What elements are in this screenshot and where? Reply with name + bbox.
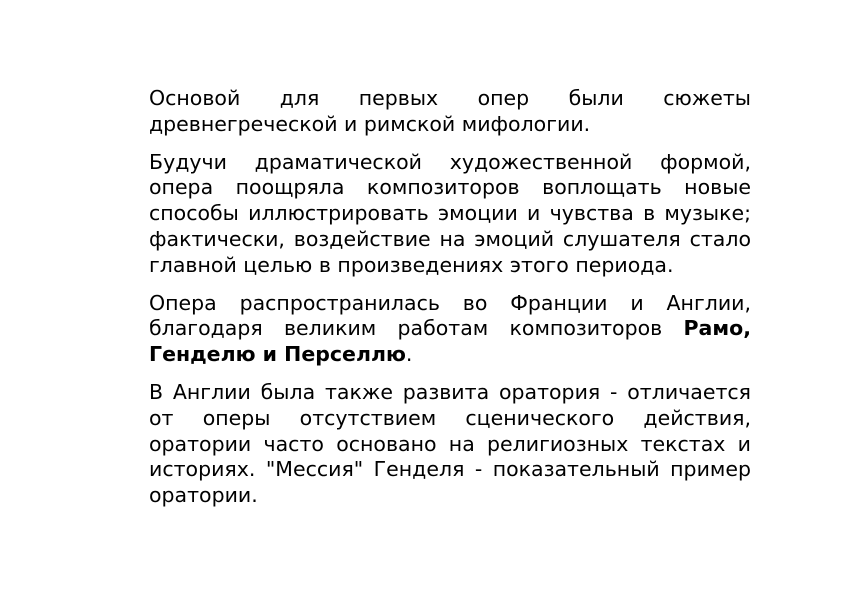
paragraph-opera-origins: Основой для первых опер были сюжеты древнегреческой и римской мифологии.	[149, 86, 751, 136]
paragraph-oratorio: В Англии была также развита оратория - отличается от оперы отсутствием сценического действия, оратории часто основано на религиозных текстах и историях. "Мессия" Генделя - показательный пример оратории.	[149, 379, 751, 508]
composers-names: Рамо, Генделю и Перселлю	[149, 316, 751, 367]
paragraph-opera-emotions: Будучи драматической художественной формой, опера поощряла композиторов воплощать новые способы иллюстрировать эмоции и чувства в музыке; фактически, воздействие на эмоций слушателя стало главной целью в произведениях этого периода.	[149, 149, 751, 277]
paragraph-opera-spread-text: Опера распространилась во Франции и Англии, благодаря великим работам композиторов	[149, 290, 751, 341]
slide-text	[149, 86, 751, 521]
paragraph-opera-spread	[149, 291, 751, 368]
paragraph-opera-spread-end: .	[405, 342, 413, 367]
